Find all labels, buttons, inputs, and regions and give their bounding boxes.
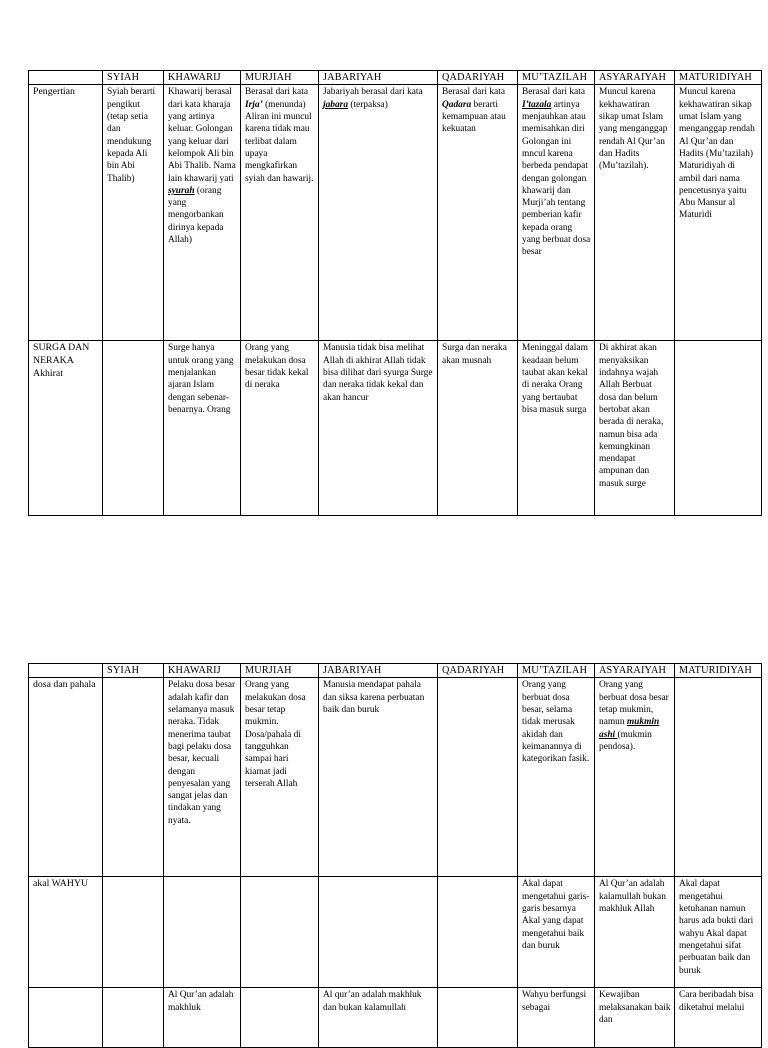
header-khawarij: KHAWARIJ	[164, 71, 241, 85]
comparison-table-2	[28, 663, 762, 1048]
row-label	[29, 988, 103, 1048]
header-jabariyah: JABARIYAH	[319, 71, 438, 85]
header-mutazilah: MU’TAZILAH	[518, 664, 595, 678]
cell-khawarij: Surge hanya untuk orang yang menjalankan ajaran Islam dengan sebenar-benarnya. Orang	[164, 341, 241, 516]
row-label: dosa dan pahala	[29, 678, 103, 877]
header-asyaraiyah: ASYARAIYAH	[595, 664, 675, 678]
header-maturidiyah: MATURIDIYAH	[675, 664, 762, 678]
cell-asyaraiyah: Orang yang berbuat dosa besar tetap mukmin, namun mukmin ashi (mukmin pendosa).	[595, 678, 675, 877]
table-row-continued	[29, 988, 762, 1048]
header-murjiah: MURJIAH	[241, 664, 319, 678]
cell-qadariyah: Surga dan neraka akan musnah	[438, 341, 518, 516]
cell-asyaraiyah: Kewajiban melaksanakan baik dan	[595, 988, 675, 1048]
cell-jabariyah: Al qur’an adalah makhluk dan bukan kalamullah	[319, 988, 438, 1048]
header-syiah: SYIAH	[103, 71, 164, 85]
cell-qadariyah	[438, 678, 518, 877]
highlight-term: jabara	[323, 99, 349, 110]
cell-syiah	[103, 341, 164, 516]
cell-mutazilah: Akal dapat mengetahui garis-garis besarnya Akal yang dapat mengetahui baik dan buruk	[518, 877, 595, 988]
header-murjiah: MURJIAH	[241, 71, 319, 85]
cell-mutazilah: Wahyu berfungsi sebagai	[518, 988, 595, 1048]
cell-jabariyah: Manusia tidak bisa melihat Allah di akhirat Allah tidak bisa dilihat dari syurga Surge dan neraka tidak kekal dan akan hancur	[319, 341, 438, 516]
cell-mutazilah: Berasal dari kata I’tazala artinya menjauhkan atau memisahkan diri Golongan ini mncul karena berbeda pendapat dengan golongan khawarij dan Murji’ah tentang pemberian kafir kepada orang yang berbuat dosa besar	[518, 85, 595, 341]
cell-khawarij: Pelaku dosa besar adalah kafir dan selamanya masuk neraka. Tidak menerima taubat bagi pelaku dosa besar, kecuali dengan penyesalan yang sangat jelas dan tindakan yang nyata.	[164, 678, 241, 877]
cell-jabariyah: Jabariyah berasal dari kata jabara (terpaksa)	[319, 85, 438, 341]
cell-maturidiyah: Cara beribadah bisa diketahui melalui	[675, 988, 762, 1048]
header-khawarij: KHAWARIJ	[164, 664, 241, 678]
cell-khawarij: Khawarij berasal dari kata kharaja yang artinya keluar. Golongan yang keluar dari kelompok Ali bin Abi Thalib. Nama lain khawarij yati syurah (orang yang mengorbankan dirinya kepada Allah)	[164, 85, 241, 341]
highlight-term: syurah	[168, 185, 195, 196]
comparison-table-1	[28, 70, 762, 516]
cell-syiah: Syiah berarti pengikut (tetap setia dan mendukung kepada Ali bin Abi Thalib)	[103, 85, 164, 341]
highlight-term: mukmin ashi	[599, 717, 660, 740]
cell-asyaraiyah: Al Qur’an adalah kalamullah bukan makhluk Allah	[595, 877, 675, 988]
cell-qadariyah	[438, 877, 518, 988]
cell-syiah	[103, 988, 164, 1048]
row-label: Pengertian	[29, 85, 103, 341]
cell-murjiah: Orang yang melakukan dosa besar tidak kekal di neraka	[241, 341, 319, 516]
highlight-term: Qadara	[442, 99, 472, 110]
header-qadariyah: QADARIYAH	[438, 71, 518, 85]
cell-jabariyah: Manusia mendapat pahala dan siksa karena perbuatan baik dan buruk	[319, 678, 438, 877]
header-mutazilah: MU’TAZILAH	[518, 71, 595, 85]
cell-murjiah: Berasal dari kata Irja’ (menunda) Aliran ini muncul karena tidak mau terlibat dalam upaya mengkafirkan syiah dan hawarij.	[241, 85, 319, 341]
cell-qadariyah: Berasal dari kata Qadara berarti kemampuan atau kekuatan	[438, 85, 518, 341]
header-asyaraiyah: ASYARAIYAH	[595, 71, 675, 85]
cell-syiah	[103, 877, 164, 988]
table-row-dosa-pahala	[29, 678, 762, 877]
header-syiah: SYIAH	[103, 664, 164, 678]
table-row-akal-wahyu	[29, 877, 762, 988]
cell-maturidiyah: Muncul karena kekhawatiran sikap umat Islam yang menganggap rendah Al Qur’an dan Hadits (Mu’tazilah) Maturidiyah di ambil dari nama pencetusnya yaitu Abu Mansur al Maturidi	[675, 85, 762, 341]
table-header-row	[29, 71, 762, 85]
header-jabariyah: JABARIYAH	[319, 664, 438, 678]
highlight-term: Irja’	[245, 99, 263, 110]
cell-mutazilah: Orang yang berbuat dosa besar, selama tidak merusak akidah dan keimanannya di kategorikan fasik.	[518, 678, 595, 877]
table-row-surga-neraka	[29, 341, 762, 516]
header-corner	[29, 664, 103, 678]
cell-mutazilah: Meninggal dalam keadaan belum taubat akan kekal di neraka Orang yang bertaubat bisa masuk surga	[518, 341, 595, 516]
cell-syiah	[103, 678, 164, 877]
header-corner	[29, 71, 103, 85]
cell-murjiah: Orang yang melakukan dosa besar tetap mukmin. Dosa/pahala di tangguhkan sampai hari kiamat jadi terserah Allah	[241, 678, 319, 877]
row-label: akal WAHYU	[29, 877, 103, 988]
highlight-term: I’tazala	[522, 99, 552, 110]
table-row-pengertian	[29, 85, 762, 341]
cell-jabariyah	[319, 877, 438, 988]
cell-maturidiyah	[675, 341, 762, 516]
cell-qadariyah	[438, 988, 518, 1048]
cell-khawarij: Al Qur’an adalah makhluk	[164, 988, 241, 1048]
header-qadariyah: QADARIYAH	[438, 664, 518, 678]
cell-maturidiyah	[675, 678, 762, 877]
header-maturidiyah: MATURIDIYAH	[675, 71, 762, 85]
cell-murjiah	[241, 877, 319, 988]
cell-asyaraiyah: Muncul karena kekhawatiran sikap umat Islam yang menganggap rendah Al Qur’an dan Hadits (Mu’tazilah).	[595, 85, 675, 341]
row-label: SURGA DAN NERAKA Akhirat	[29, 341, 103, 516]
cell-maturidiyah: Akal dapat mengetahui ketuhanan namun harus ada bukti dari wahyu Akal dapat mengetahui sifat perbuatan baik dan buruk	[675, 877, 762, 988]
cell-khawarij	[164, 877, 241, 988]
cell-murjiah	[241, 988, 319, 1048]
cell-asyaraiyah: Di akhirat akan menyaksikan indahnya wajah Allah Berbuat dosa dan belum bertobat akan berada di neraka, namun bisa ada kemungkinan mendapat ampunan dan masuk surge	[595, 341, 675, 516]
table-header-row	[29, 664, 762, 678]
